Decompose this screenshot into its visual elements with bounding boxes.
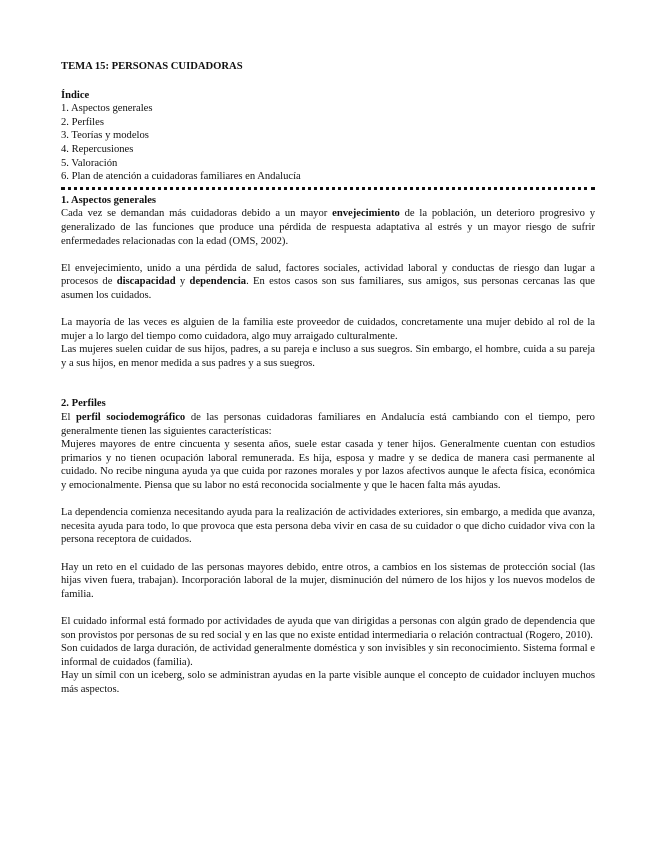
paragraph: Cada vez se demandan más cuidadoras debido a un mayor envejecimiento de la población, un deterioro progresivo y generalizado de las funciones que produce una pérdida de respuesta adaptativa al estrés y un mayor riesgo de sufrir enfermedades relacionadas con la edad (OMS, 2002). [61,208,595,247]
paragraph: El cuidado informal está formado por actividades de ayuda que van dirigidas a personas con algún grado de dependencia que son provistos por personas de su red social y en las que no existe entidad intermediaria o relación contractual (Rogero, 2010). [61,615,595,641]
index-item: 6. Plan de atención a cuidadoras familiares en Andalucía [61,171,301,183]
index-item: 1. Aspectos generales [61,103,153,115]
section-heading: 1. Aspectos generales [61,194,157,206]
document-title: TEMA 15: PERSONAS CUIDADORAS [61,61,243,72]
paragraph: Hay un reto en el cuidado de las personas mayores debido, entre otros, a cambios en los sistemas de protección social (las hijas viven fuera, trabajan). Incorporación laboral de la mujer, disminución del número de los hijos y los nuevos modelos de familia. [61,561,595,600]
section-perfiles [61,397,595,696]
paragraph: Son cuidados de larga duración, de actividad generalmente doméstica y son invisibles y sin reconocimiento. Sistema formal e informal de cuidados (familia). [61,643,595,668]
index-item: 3. Teorías y modelos [61,130,149,142]
dotted-divider [61,187,595,190]
document-page [61,60,595,697]
paragraph: La dependencia comienza necesitando ayuda para la realización de actividades exteriores, sin embargo, a medida que avanza, necesita ayuda para todo, lo que provoca que esta persona deba vivir en casa de su cuidador o que dicho cuidador viva con la persona receptora de cuidados. [61,507,595,546]
index-item: 4. Repercusiones [61,143,134,155]
bold-term: discapacidad [116,276,176,288]
index-heading: Índice [61,89,90,101]
paragraph: La mayoría de las veces es alguien de la familia este proveedor de cuidados, concretamente una mujer debido al rol de la mujer a lo largo del tiempo como cuidadora, algo muy arraigado culturalmente. [61,317,595,342]
paragraph: El envejecimiento, unido a una pérdida de salud, factores sociales, actividad laboral y conductas de riesgo dan lugar a procesos de discapacidad y dependencia. En estos casos son sus familiares, sus amigos, sus personas cercanas las que asumen los cuidados. [61,262,595,301]
section-heading: 2. Perfiles [61,398,106,410]
paragraph: El perfil sociodemográfico de las personas cuidadoras familiares en Andalucía está cambiando con el tiempo, pero generalmente tienen las siguientes características: [61,412,595,437]
index-item: 5. Valoración [61,157,118,169]
bold-term: dependencia [189,276,247,288]
paragraph: Las mujeres suelen cuidar de sus hijos, padres, a su pareja e incluso a sus suegros. Sin embargo, el hombre, cuida a su pareja y a sus hijos, en menor medida a sus padres y a sus suegros. [61,344,595,369]
paragraph: Mujeres mayores de entre cincuenta y sesenta años, suele estar casada y tener hijos. Generalmente cuentan con estudios primarios y no tienen ocupación laboral remunerada. Es hija, esposa y madre y se dedica de manera casi permanente al cuidado. No recibe ninguna ayuda ya que cuida por razones morales y por lazos afectivos aunque le afecta física, económica y emocionalmente. Piensa que su labor no está reconocida socialmente y que le hacen falta más ayudas. [61,439,595,492]
section-aspectos-generales [61,194,595,371]
table-of-contents [61,89,595,184]
index-item: 2. Perfiles [61,116,104,128]
bold-term: envejecimiento [332,208,400,220]
paragraph: Hay un símil con un iceberg, solo se administran ayudas en la parte visible aunque el concepto de cuidador incluyen muchos más aspectos. [61,670,595,695]
bold-term: perfil sociodemográfico [76,412,186,424]
